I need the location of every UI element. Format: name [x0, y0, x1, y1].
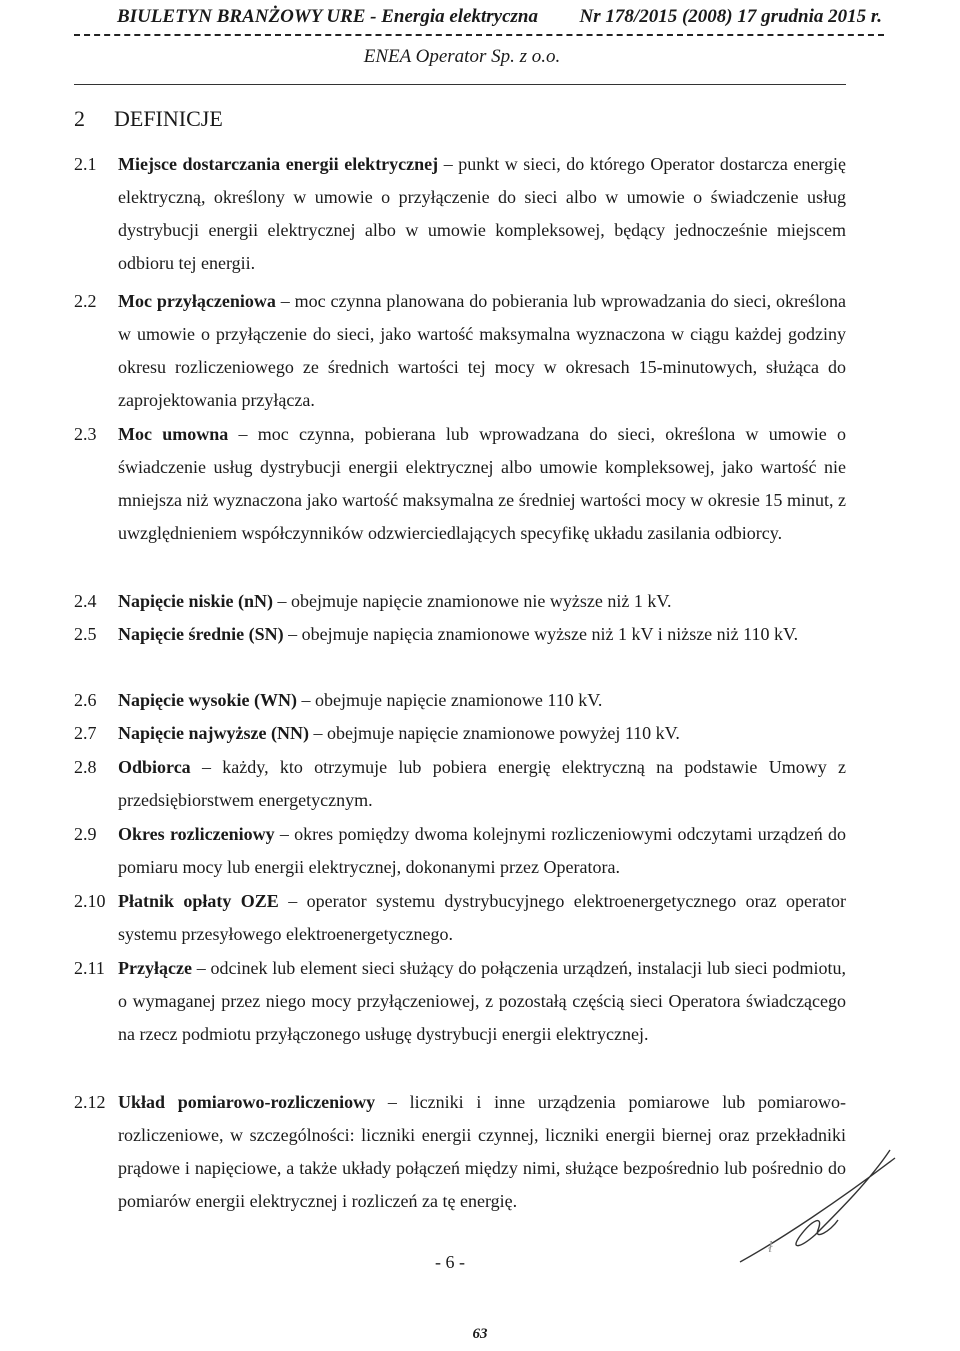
definition-text: – każdy, kto otrzymuje lub pobiera energię elektryczną na podstawie Umowy z przedsiębiorstwem energetycznym. [118, 757, 846, 810]
definition-number: 2.10 [74, 891, 106, 911]
definition-item [74, 952, 846, 1051]
section-number: 2 [74, 106, 85, 131]
definition-number: 2.6 [74, 690, 97, 710]
definition-term: Okres rozliczeniowy [118, 824, 275, 844]
bulletin-title: BIULETYN BRANŻOWY URE - Energia elektryczna [117, 6, 538, 27]
definition-term: Przyłącze [118, 958, 192, 978]
definition-term: Płatnik opłaty OZE [118, 891, 279, 911]
definition-number: 2.11 [74, 958, 105, 978]
definition-term: Odbiorca [118, 757, 191, 777]
definition-text: – okres pomiędzy dwoma kolejnymi rozliczeniowymi odczytami urządzeń do pomiaru mocy lub energii elektrycznej, dokonanymi przez Operatora. [118, 824, 846, 877]
definition-number: 2.7 [74, 723, 97, 743]
definition-text: – moc czynna, pobierana lub wprowadzana do sieci, określona w umowie o świadczenie usług dystrybucji energii elektrycznej albo umowie kompleksowej, jako wartość nie mniejsza niż wyznaczona jako wartość maksymalna ze średniej wartości mocy w okresie 15 minut, z uwzględnieniem współczynników odzwierciedlających specyfikę układu zasilania odbiorcy. [118, 424, 847, 543]
definition-number: 2.5 [74, 624, 97, 644]
definition-text: – obejmuje napięcie znamionowe powyżej 110 kV. [308, 723, 680, 743]
section-heading [74, 106, 223, 132]
definition-number: 2.2 [74, 291, 97, 311]
definition-text: – odcinek lub element sieci służący do połączenia urządzeń, instalacji lub sieci podmiotu, o wymaganej przez niego mocy przyłączeniowej, z pozostałą częścią sieci Operatora świadczącego na rzecz podmiotu przyłączonego usługę dystrybucji energii elektrycznej. [118, 958, 846, 1044]
definition-term: Miejsce dostarczania energii elektrycznej [118, 154, 439, 174]
definition-item [74, 285, 846, 417]
definition-number: 2.8 [74, 757, 97, 777]
definition-item [74, 751, 846, 817]
definition-term: Moc umowna [118, 424, 229, 444]
section-title: DEFINICJE [114, 106, 223, 131]
header-divider [74, 34, 884, 36]
definition-text: – obejmuje napięcia znamionowe wyższe niż 1 kV i niższe niż 110 kV. [283, 624, 799, 644]
company-name: ENEA Operator Sp. z o.o. [363, 46, 561, 67]
definition-number: 2.4 [74, 591, 97, 611]
definition-term: Napięcie wysokie (WN) [118, 690, 297, 710]
definition-item [74, 585, 846, 618]
issue-number: Nr 178/2015 (2008) 17 grudnia 2015 r. [579, 6, 882, 27]
definition-text: – obejmuje napięcie znamionowe nie wyższe niż 1 kV. [273, 591, 672, 611]
definition-term: Napięcie niskie (nN) [118, 591, 273, 611]
definition-item [74, 717, 846, 750]
svg-text:ł: ł [768, 1239, 773, 1256]
definition-item [74, 148, 846, 280]
definition-item [74, 618, 846, 651]
definition-number: 2.12 [74, 1092, 106, 1112]
definition-text: – punkt w sieci, do którego Operator dostarcza energię elektryczną, określony w umowie o przyłączenie do sieci albo w umowie o świadczenie usług dystrybucji energii elektrycznej albo w umowie kompleksowej, będący jednocześnie miejscem odbioru tej energii. [118, 154, 846, 273]
bulletin-page-number: 63 [472, 1326, 488, 1342]
definition-number: 2.1 [74, 154, 97, 174]
definition-number: 2.3 [74, 424, 97, 444]
definition-text: – moc czynna planowana do pobierania lub wprowadzania do sieci, określona w umowie o przyłączenie do sieci, jako wartość maksymalna wyznaczona w ciągu każdej godziny okresu rozliczeniowego ze średnich wartości tej mocy w okresach 15-minutowych, służąca do zaprojektowania przyłącza. [118, 291, 846, 410]
definition-item [74, 885, 846, 951]
definition-term: Napięcie najwyższe (NN) [118, 723, 309, 743]
definition-text: – obejmuje napięcie znamionowe 110 kV. [296, 690, 603, 710]
definition-number: 2.9 [74, 824, 97, 844]
definition-term: Napięcie średnie (SN) [118, 624, 284, 644]
definition-term: Układ pomiarowo-rozliczeniowy [118, 1092, 376, 1112]
page-number: - 6 - [435, 1252, 465, 1272]
definition-term: Moc przyłączeniowa [118, 291, 276, 311]
definition-text: – operator systemu dystrybucyjnego elektroenergetycznego oraz operator systemu przesyłowego elektroenergetycznego. [118, 891, 847, 944]
definition-text: – liczniki i inne urządzenia pomiarowe lub pomiarowo-rozliczeniowe, w szczególności: liczniki energii czynnej, liczniki energii biernej oraz przekładniki prądowe i napięciowe, a także układy połączeń między nimi, służące bezpośrednio lub pośrednio do pomiarów energii elektrycznej i rozliczeń za tę energię. [118, 1092, 846, 1211]
definition-item [74, 418, 846, 550]
definition-item [74, 818, 846, 884]
definition-item [74, 684, 846, 717]
signature-scribble [720, 1140, 920, 1270]
company-underline [74, 84, 846, 85]
